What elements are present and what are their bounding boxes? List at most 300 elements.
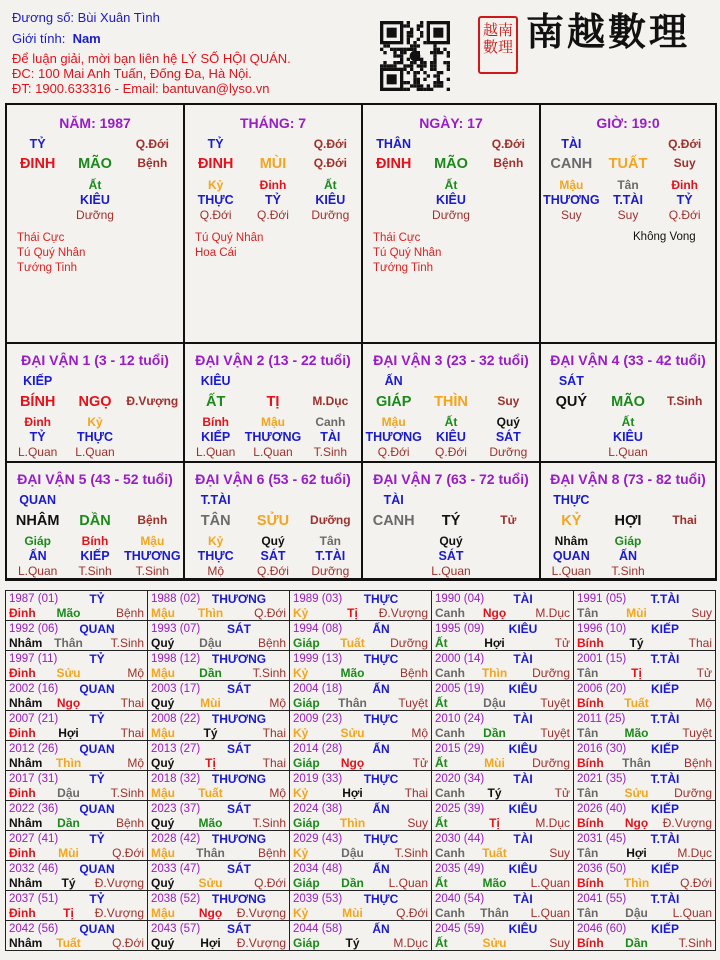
- hidden-stem: Đinh: [24, 415, 51, 429]
- table-row: [6, 831, 716, 861]
- year-label: 2000 (14): [435, 653, 485, 665]
- hidden-god: KIÊU: [315, 193, 346, 207]
- year-state: Mộ: [695, 696, 712, 710]
- year-cell: [290, 681, 432, 711]
- year-label: 2011 (25): [577, 713, 626, 725]
- year-label: 1991 (05): [577, 593, 627, 605]
- pillar-title: NĂM: 1987: [59, 115, 131, 131]
- dai-van-stem: KỶ: [561, 513, 582, 529]
- year-stem: Giáp: [293, 756, 320, 770]
- year-state: Tuyệt: [540, 726, 570, 740]
- pillar-god-state: Q.Đới: [668, 137, 702, 151]
- shensha-item: Tú Quý Nhân: [195, 232, 264, 244]
- year-god: TỶ: [89, 832, 105, 846]
- year-branch: Mão: [56, 606, 81, 620]
- year-god: TỶ: [89, 652, 105, 666]
- hidden-god: THƯƠNG: [124, 549, 181, 563]
- dai-van-5: [7, 463, 185, 580]
- year-branch: Thìn: [481, 666, 508, 680]
- year-stem: Giáp: [293, 816, 320, 830]
- year-label: 2033 (47): [151, 863, 201, 875]
- year-state: Tuyệt: [682, 726, 712, 740]
- year-branch: Tuất: [482, 846, 507, 860]
- dai-van-title: ĐẠI VẬN 5 (43 - 52 tuổi): [17, 471, 173, 487]
- year-label: 2025 (39): [435, 803, 485, 815]
- year-cell: [6, 921, 148, 951]
- year-stem: Kỷ: [293, 666, 309, 680]
- year-stem: Quý: [151, 696, 175, 710]
- year-stem: Nhâm: [9, 756, 43, 770]
- year-label: 1993 (07): [151, 623, 201, 635]
- hidden-god: TỶ: [29, 430, 46, 444]
- year-state: Dưỡng: [390, 636, 428, 650]
- year-label: 2027 (41): [9, 833, 59, 845]
- dai-van-stem: NHÂM: [15, 513, 60, 529]
- year-god: KIẾP: [650, 802, 679, 816]
- dai-van-god: THỰC: [553, 493, 590, 507]
- hidden-god: KIÊU: [613, 430, 643, 444]
- year-cell: [432, 711, 574, 741]
- year-state: Thai: [688, 636, 712, 650]
- year-branch: Mão: [624, 726, 649, 740]
- table-row: [6, 861, 716, 891]
- year-cell: [148, 921, 290, 951]
- year-label: 2001 (15): [577, 653, 627, 665]
- year-state: Thai: [404, 786, 428, 800]
- year-branch: Mão: [482, 876, 507, 890]
- year-label: 2023 (37): [151, 803, 201, 815]
- hidden-stem: Bính: [81, 534, 109, 548]
- year-god: SÁT: [227, 922, 251, 936]
- year-god: QUAN: [79, 742, 115, 756]
- year-branch: Thân: [480, 906, 509, 920]
- year-stem: Canh: [435, 786, 465, 800]
- hidden-state: L.Quan: [431, 564, 471, 578]
- hidden-stem: Quý: [261, 534, 285, 548]
- year-state: L.Quan: [388, 876, 428, 890]
- pillar-state: Bệnh: [493, 156, 524, 170]
- hidden-state: Suy: [560, 208, 582, 222]
- year-god: ẤN: [372, 802, 390, 816]
- brand-logo: 南越數理: [526, 9, 691, 54]
- year-label: 2028 (42): [151, 833, 201, 845]
- hidden-god: TÀI: [320, 430, 341, 444]
- year-state: L.Quan: [530, 876, 570, 890]
- year-god: QUAN: [79, 622, 115, 636]
- year-label: 2032 (46): [9, 863, 59, 875]
- year-branch: Thân: [622, 756, 651, 770]
- hidden-stem: Ất: [88, 178, 102, 192]
- hidden-stem: Tân: [319, 534, 341, 548]
- year-stem: Tân: [577, 906, 599, 920]
- year-state: Dưỡng: [532, 666, 570, 680]
- year-god: T.TÀI: [650, 592, 680, 606]
- year-stem: Mậu: [151, 846, 175, 860]
- dai-van-stem: TÂN: [200, 513, 231, 529]
- year-god: TỶ: [89, 712, 105, 726]
- dai-van-title: ĐẠI VẬN 6 (53 - 62 tuổi): [195, 471, 351, 487]
- year-cell: [148, 591, 290, 621]
- owner-name: Đương số: Bùi Xuân Tình: [12, 10, 160, 25]
- year-stem: Bính: [577, 816, 604, 830]
- year-cell: [574, 741, 716, 771]
- year-stem: Canh: [435, 666, 465, 680]
- year-god: TỶ: [89, 592, 105, 606]
- year-branch: Ngọ: [340, 756, 365, 770]
- year-cell: [6, 681, 148, 711]
- year-state: T.Sinh: [394, 846, 428, 860]
- year-branch: Dậu: [625, 906, 648, 920]
- table-row: [6, 621, 716, 651]
- year-cell: [432, 741, 574, 771]
- year-stem: Kỷ: [293, 846, 309, 860]
- pillar-0: [7, 105, 185, 344]
- year-state: Tử: [696, 666, 712, 680]
- year-stem: Canh: [435, 906, 465, 920]
- year-state: M.Dục: [535, 816, 570, 830]
- shensha-item: Thái Cực: [17, 232, 65, 244]
- year-branch: Sửu: [340, 726, 365, 740]
- year-cell: [6, 651, 148, 681]
- pillar-branch: MÙI: [259, 156, 287, 172]
- year-branch: Dậu: [483, 696, 506, 710]
- pillar-state: Q.Đới: [313, 156, 347, 170]
- dai-van-title: ĐẠI VẬN 4 (33 - 42 tuổi): [550, 352, 706, 368]
- year-label: 2026 (40): [577, 803, 627, 815]
- hidden-state: L.Quan: [608, 445, 648, 459]
- year-stem: Mậu: [151, 606, 175, 620]
- year-stem: Kỷ: [293, 786, 309, 800]
- year-god: KIÊU: [508, 862, 538, 876]
- dai-van-branch: NGỌ: [78, 394, 112, 410]
- hidden-state: L.Quan: [17, 564, 58, 578]
- year-label: 2014 (28): [293, 743, 343, 755]
- hidden-state: Q.Đới: [435, 445, 467, 459]
- year-state: Bệnh: [115, 606, 144, 620]
- table-row: [6, 651, 716, 681]
- year-label: 2009 (23): [293, 713, 343, 725]
- year-god: SÁT: [227, 802, 251, 816]
- dai-van-title: ĐẠI VẬN 8 (73 - 82 tuổi): [550, 471, 706, 487]
- year-state: Q.Đới: [254, 876, 286, 890]
- year-branch: Hợi: [200, 936, 221, 950]
- year-cell: [574, 891, 716, 921]
- year-label: 1992 (06): [9, 623, 59, 635]
- year-stem: Nhâm: [9, 696, 43, 710]
- year-state: T.Sinh: [678, 936, 712, 950]
- year-god: QUAN: [79, 802, 115, 816]
- year-state: T.Sinh: [110, 636, 144, 650]
- year-stem: Đinh: [9, 906, 36, 920]
- year-branch: Mão: [340, 666, 365, 680]
- year-god: QUAN: [79, 922, 115, 936]
- year-state: Tuyệt: [398, 696, 428, 710]
- year-state: Suy: [691, 606, 712, 620]
- dai-van-branch: TỊ: [266, 394, 280, 410]
- pillar-title: GIỜ: 19:0: [596, 115, 660, 131]
- year-label: 2043 (57): [151, 923, 201, 935]
- pillar-god-state: Q.Đới: [491, 137, 525, 151]
- year-stem: Quý: [151, 816, 175, 830]
- year-god: TÀI: [513, 712, 533, 726]
- year-label: 1989 (03): [293, 593, 343, 605]
- year-god: THỰC: [363, 712, 399, 726]
- hidden-god: KIẾP: [80, 549, 110, 563]
- hidden-god: THỰC: [197, 549, 234, 563]
- year-branch: Tý: [345, 936, 360, 950]
- year-cell: [148, 801, 290, 831]
- dai-van-god: QUAN: [19, 493, 57, 507]
- dai-van-title: ĐẠI VẬN 1 (3 - 12 tuổi): [21, 352, 169, 368]
- hidden-state: Mộ: [207, 564, 224, 578]
- year-label: 2040 (54): [435, 893, 485, 905]
- year-label: 2041 (55): [577, 893, 627, 905]
- dai-van-branch: MÃO: [611, 394, 645, 410]
- hidden-stem: Quý: [496, 415, 520, 429]
- year-branch: Hợi: [58, 726, 79, 740]
- year-label: 2035 (49): [435, 863, 485, 875]
- pillar-god-state: Q.Đới: [135, 137, 169, 151]
- year-label: 1995 (09): [435, 623, 485, 635]
- year-label: 2010 (24): [435, 713, 485, 725]
- year-state: Đ.Vượng: [94, 876, 144, 890]
- year-branch: Thìn: [339, 816, 366, 830]
- hidden-stem: Kỷ: [207, 178, 224, 192]
- shensha-item: Tú Quý Nhân: [17, 247, 86, 259]
- dai-van-god: TÀI: [383, 493, 404, 507]
- year-stem: Mậu: [151, 906, 175, 920]
- year-label: 1988 (02): [151, 593, 201, 605]
- year-state: Đ.Vượng: [94, 906, 144, 920]
- year-stem: Mậu: [151, 726, 175, 740]
- year-branch: Thân: [54, 636, 83, 650]
- dai-van-stem: BÍNH: [19, 394, 56, 410]
- year-cell: [290, 651, 432, 681]
- pillar-branch: MÃO: [78, 156, 112, 172]
- shensha-item: Tướng Tinh: [17, 262, 77, 274]
- seal-stamp: 越南 數理: [478, 16, 518, 74]
- hidden-stem: Tân: [617, 178, 639, 192]
- year-label: 2017 (31): [9, 773, 59, 785]
- year-god: THƯƠNG: [211, 652, 267, 666]
- pillar-god: THÂN: [376, 137, 412, 151]
- year-stem: Nhâm: [9, 876, 43, 890]
- chart-grid: [5, 103, 717, 581]
- year-stem: Bính: [577, 876, 604, 890]
- year-state: M.Dục: [393, 936, 428, 950]
- dai-van-god: ẤN: [384, 374, 403, 388]
- year-state: Bệnh: [257, 846, 286, 860]
- year-label: 2042 (56): [9, 923, 59, 935]
- year-god: ẤN: [372, 862, 390, 876]
- year-cell: [148, 711, 290, 741]
- dai-van-stem: CANH: [372, 513, 415, 529]
- year-state: Thai: [262, 726, 286, 740]
- year-cell: [148, 741, 290, 771]
- year-branch: Sửu: [624, 786, 649, 800]
- dai-van-state: Dưỡng: [310, 513, 351, 527]
- year-stem: Ất: [435, 876, 448, 890]
- annual-luck-table: [5, 590, 716, 951]
- year-state: Suy: [549, 846, 570, 860]
- year-state: Thai: [120, 726, 144, 740]
- hidden-state: Suy: [617, 208, 639, 222]
- pillar-god: TỶ: [207, 137, 224, 151]
- hidden-god: THƯƠNG: [244, 430, 302, 444]
- year-branch: Dần: [57, 816, 80, 830]
- pillar-state: Suy: [673, 156, 696, 170]
- year-state: Mộ: [127, 756, 144, 770]
- year-branch: Mùi: [200, 696, 221, 710]
- year-cell: [574, 711, 716, 741]
- hidden-state: Q.Đới: [199, 208, 232, 222]
- year-branch: Tý: [629, 636, 644, 650]
- year-label: 2036 (50): [577, 863, 627, 875]
- year-cell: [6, 741, 148, 771]
- hidden-god: QUAN: [552, 549, 590, 563]
- year-god: THƯƠNG: [211, 772, 267, 786]
- hidden-state: L.Quan: [195, 445, 236, 459]
- dai-van-state: Bệnh: [137, 513, 168, 527]
- year-label: 2007 (21): [9, 713, 59, 725]
- year-stem: Quý: [151, 756, 175, 770]
- year-label: 2029 (43): [293, 833, 343, 845]
- year-state: Mộ: [269, 696, 286, 710]
- year-cell: [432, 621, 574, 651]
- year-cell: [432, 831, 574, 861]
- year-god: KIÊU: [508, 922, 538, 936]
- year-branch: Tý: [61, 876, 76, 890]
- hidden-stem: Mậu: [381, 415, 406, 429]
- year-label: 1994 (08): [293, 623, 343, 635]
- year-cell: [290, 891, 432, 921]
- hidden-stem: Đinh: [259, 178, 287, 192]
- dai-van-1: [7, 344, 185, 463]
- year-label: 2021 (35): [577, 773, 627, 785]
- year-god: KIẾP: [650, 862, 679, 876]
- hidden-state: L.Quan: [551, 564, 592, 578]
- year-stem: Kỷ: [293, 726, 309, 740]
- table-row: [6, 801, 716, 831]
- year-state: Q.Đới: [112, 936, 144, 950]
- table-row: [6, 891, 716, 921]
- year-cell: [6, 771, 148, 801]
- year-branch: Thìn: [623, 876, 650, 890]
- year-state: Đ.Vượng: [378, 606, 428, 620]
- hidden-god: THƯƠNG: [543, 193, 600, 207]
- hidden-god: THƯƠNG: [365, 430, 422, 444]
- year-branch: Sửu: [198, 876, 223, 890]
- year-label: 2031 (45): [577, 833, 627, 845]
- dai-van-branch: TÝ: [441, 513, 461, 529]
- pillar-stem: ĐINH: [19, 156, 56, 172]
- year-cell: [148, 621, 290, 651]
- year-branch: Dần: [483, 726, 506, 740]
- year-stem: Đinh: [9, 666, 36, 680]
- year-cell: [574, 771, 716, 801]
- hidden-state: Dưỡng: [311, 564, 350, 578]
- year-stem: Quý: [151, 936, 175, 950]
- year-state: Q.Đới: [680, 876, 712, 890]
- table-row: [6, 711, 716, 741]
- year-branch: Tị: [63, 906, 74, 920]
- year-cell: [574, 651, 716, 681]
- year-god: THƯƠNG: [211, 592, 267, 606]
- year-branch: Thìn: [55, 756, 82, 770]
- year-label: 2013 (27): [151, 743, 201, 755]
- hidden-stem: Kỷ: [207, 534, 224, 548]
- year-state: T.Sinh: [252, 816, 286, 830]
- dai-van-branch: HỢI: [614, 513, 642, 529]
- pillar-3: [541, 105, 717, 344]
- year-branch: Thân: [338, 696, 367, 710]
- year-stem: Giáp: [293, 936, 320, 950]
- year-god: T.TÀI: [650, 652, 680, 666]
- year-god: KIÊU: [508, 622, 538, 636]
- year-state: Bệnh: [257, 636, 286, 650]
- year-stem: Đinh: [9, 786, 36, 800]
- hidden-god: SÁT: [495, 430, 521, 444]
- year-label: 2045 (59): [435, 923, 485, 935]
- year-god: SÁT: [227, 682, 251, 696]
- year-god: SÁT: [227, 742, 251, 756]
- year-god: THỰC: [363, 832, 399, 846]
- hidden-stem: Nhâm: [554, 534, 588, 548]
- year-god: QUAN: [79, 862, 115, 876]
- hidden-state: Q.Đới: [668, 208, 701, 222]
- year-label: 2004 (18): [293, 683, 343, 695]
- year-cell: [6, 591, 148, 621]
- year-god: THƯƠNG: [211, 832, 267, 846]
- year-branch: Tuất: [340, 636, 365, 650]
- year-cell: [290, 621, 432, 651]
- pillar-branch: MÃO: [434, 156, 468, 172]
- year-god: T.TÀI: [650, 892, 680, 906]
- year-cell: [148, 861, 290, 891]
- year-cell: [574, 831, 716, 861]
- year-god: TÀI: [513, 832, 533, 846]
- dai-van-title: ĐẠI VẬN 2 (13 - 22 tuổi): [195, 352, 351, 368]
- year-branch: Tị: [631, 666, 642, 680]
- year-stem: Quý: [151, 876, 175, 890]
- dai-van-god: KIẾP: [23, 374, 53, 388]
- year-cell: [148, 891, 290, 921]
- year-god: T.TÀI: [650, 772, 680, 786]
- year-label: 2015 (29): [435, 743, 485, 755]
- year-god: THỰC: [363, 892, 399, 906]
- year-stem: Nhâm: [9, 936, 43, 950]
- year-stem: Tân: [577, 786, 599, 800]
- dai-van-stem: QUÝ: [555, 394, 588, 410]
- year-branch: Ngọ: [56, 696, 81, 710]
- gender-row: [12, 31, 101, 46]
- hidden-god: KIÊU: [436, 193, 466, 207]
- year-state: Suy: [549, 936, 570, 950]
- year-label: 1990 (04): [435, 593, 485, 605]
- dai-van-7: [363, 463, 541, 580]
- year-stem: Canh: [435, 726, 465, 740]
- hidden-god: T.TÀI: [315, 549, 346, 563]
- year-branch: Tuất: [198, 786, 223, 800]
- hidden-stem: Quý: [439, 534, 463, 548]
- year-state: Bệnh: [115, 816, 144, 830]
- hidden-god: KIÊU: [436, 430, 466, 444]
- year-branch: Ngọ: [482, 606, 507, 620]
- year-god: TỶ: [89, 892, 105, 906]
- year-god: TÀI: [513, 892, 533, 906]
- year-god: T.TÀI: [650, 832, 680, 846]
- year-branch: Tuất: [56, 936, 81, 950]
